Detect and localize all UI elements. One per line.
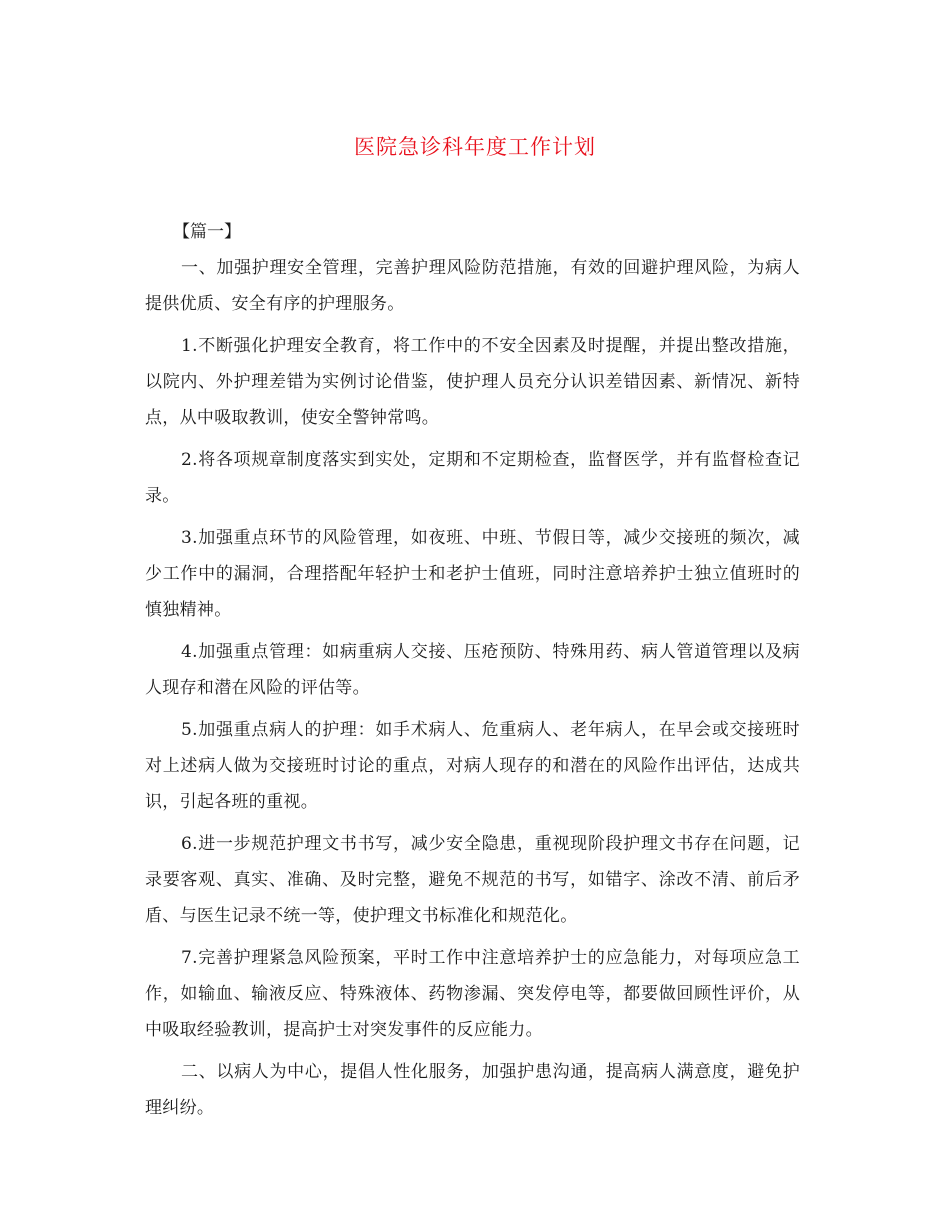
paragraph-3: 2.将各项规章制度落实到实处，定期和不定期检查，监督医学，并有监督检查记录。 [145,450,800,506]
section-label: 【篇一】 [173,222,241,242]
paragraph-9: 二、以病人为中心，提倡人性化服务，加强护患沟通，提高病人满意度，避免护理纠纷。 [145,1062,800,1118]
paragraph-2: 1.不断强化护理安全教育，将工作中的不安全因素及时提醒，并提出整改措施，以院内、外护理差错为实例讨论借鉴，使护理人员充分认识差错因素、新情况、新特点，从中吸取教训，使安全警钟常鸣。 [145,336,800,428]
document-title: 医院急诊科年度工作计划 [354,135,596,159]
paragraph-7: 6.进一步规范护理文书书写，减少安全隐患，重视现阶段护理文书存在问题，记录要客观、真实、准确、及时完整，避免不规范的书写，如错字、涂改不清、前后矛盾、与医生记录不统一等，使护理文书标准化和规范化。 [145,834,800,926]
paragraph-5: 4.加强重点管理：如病重病人交接、压疮预防、特殊用药、病人管道管理以及病人现存和潜在风险的评估等。 [145,642,800,698]
paragraph-4: 3.加强重点环节的风险管理，如夜班、中班、节假日等，减少交接班的频次，减少工作中的漏洞，合理搭配年轻护士和老护士值班，同时注意培养护士独立值班时的慎独精神。 [145,528,800,620]
document-body [145,214,800,1126]
paragraph-6: 5.加强重点病人的护理：如手术病人、危重病人、老年病人，在早会或交接班时对上述病人做为交接班时讨论的重点，对病人现存的和潜在的风险作出评估，达成共识，引起各班的重视。 [145,720,800,812]
paragraph-8: 7.完善护理紧急风险预案，平时工作中注意培养护士的应急能力，对每项应急工作，如输血、输液反应、特殊液体、药物渗漏、突发停电等，都要做回顾性评价，从中吸取经验教训，提高护士对突发事件的反应能力。 [145,948,800,1040]
paragraph-1: 一、加强护理安全管理，完善护理风险防范措施，有效的回避护理风险，为病人提供优质、安全有序的护理服务。 [145,258,800,314]
